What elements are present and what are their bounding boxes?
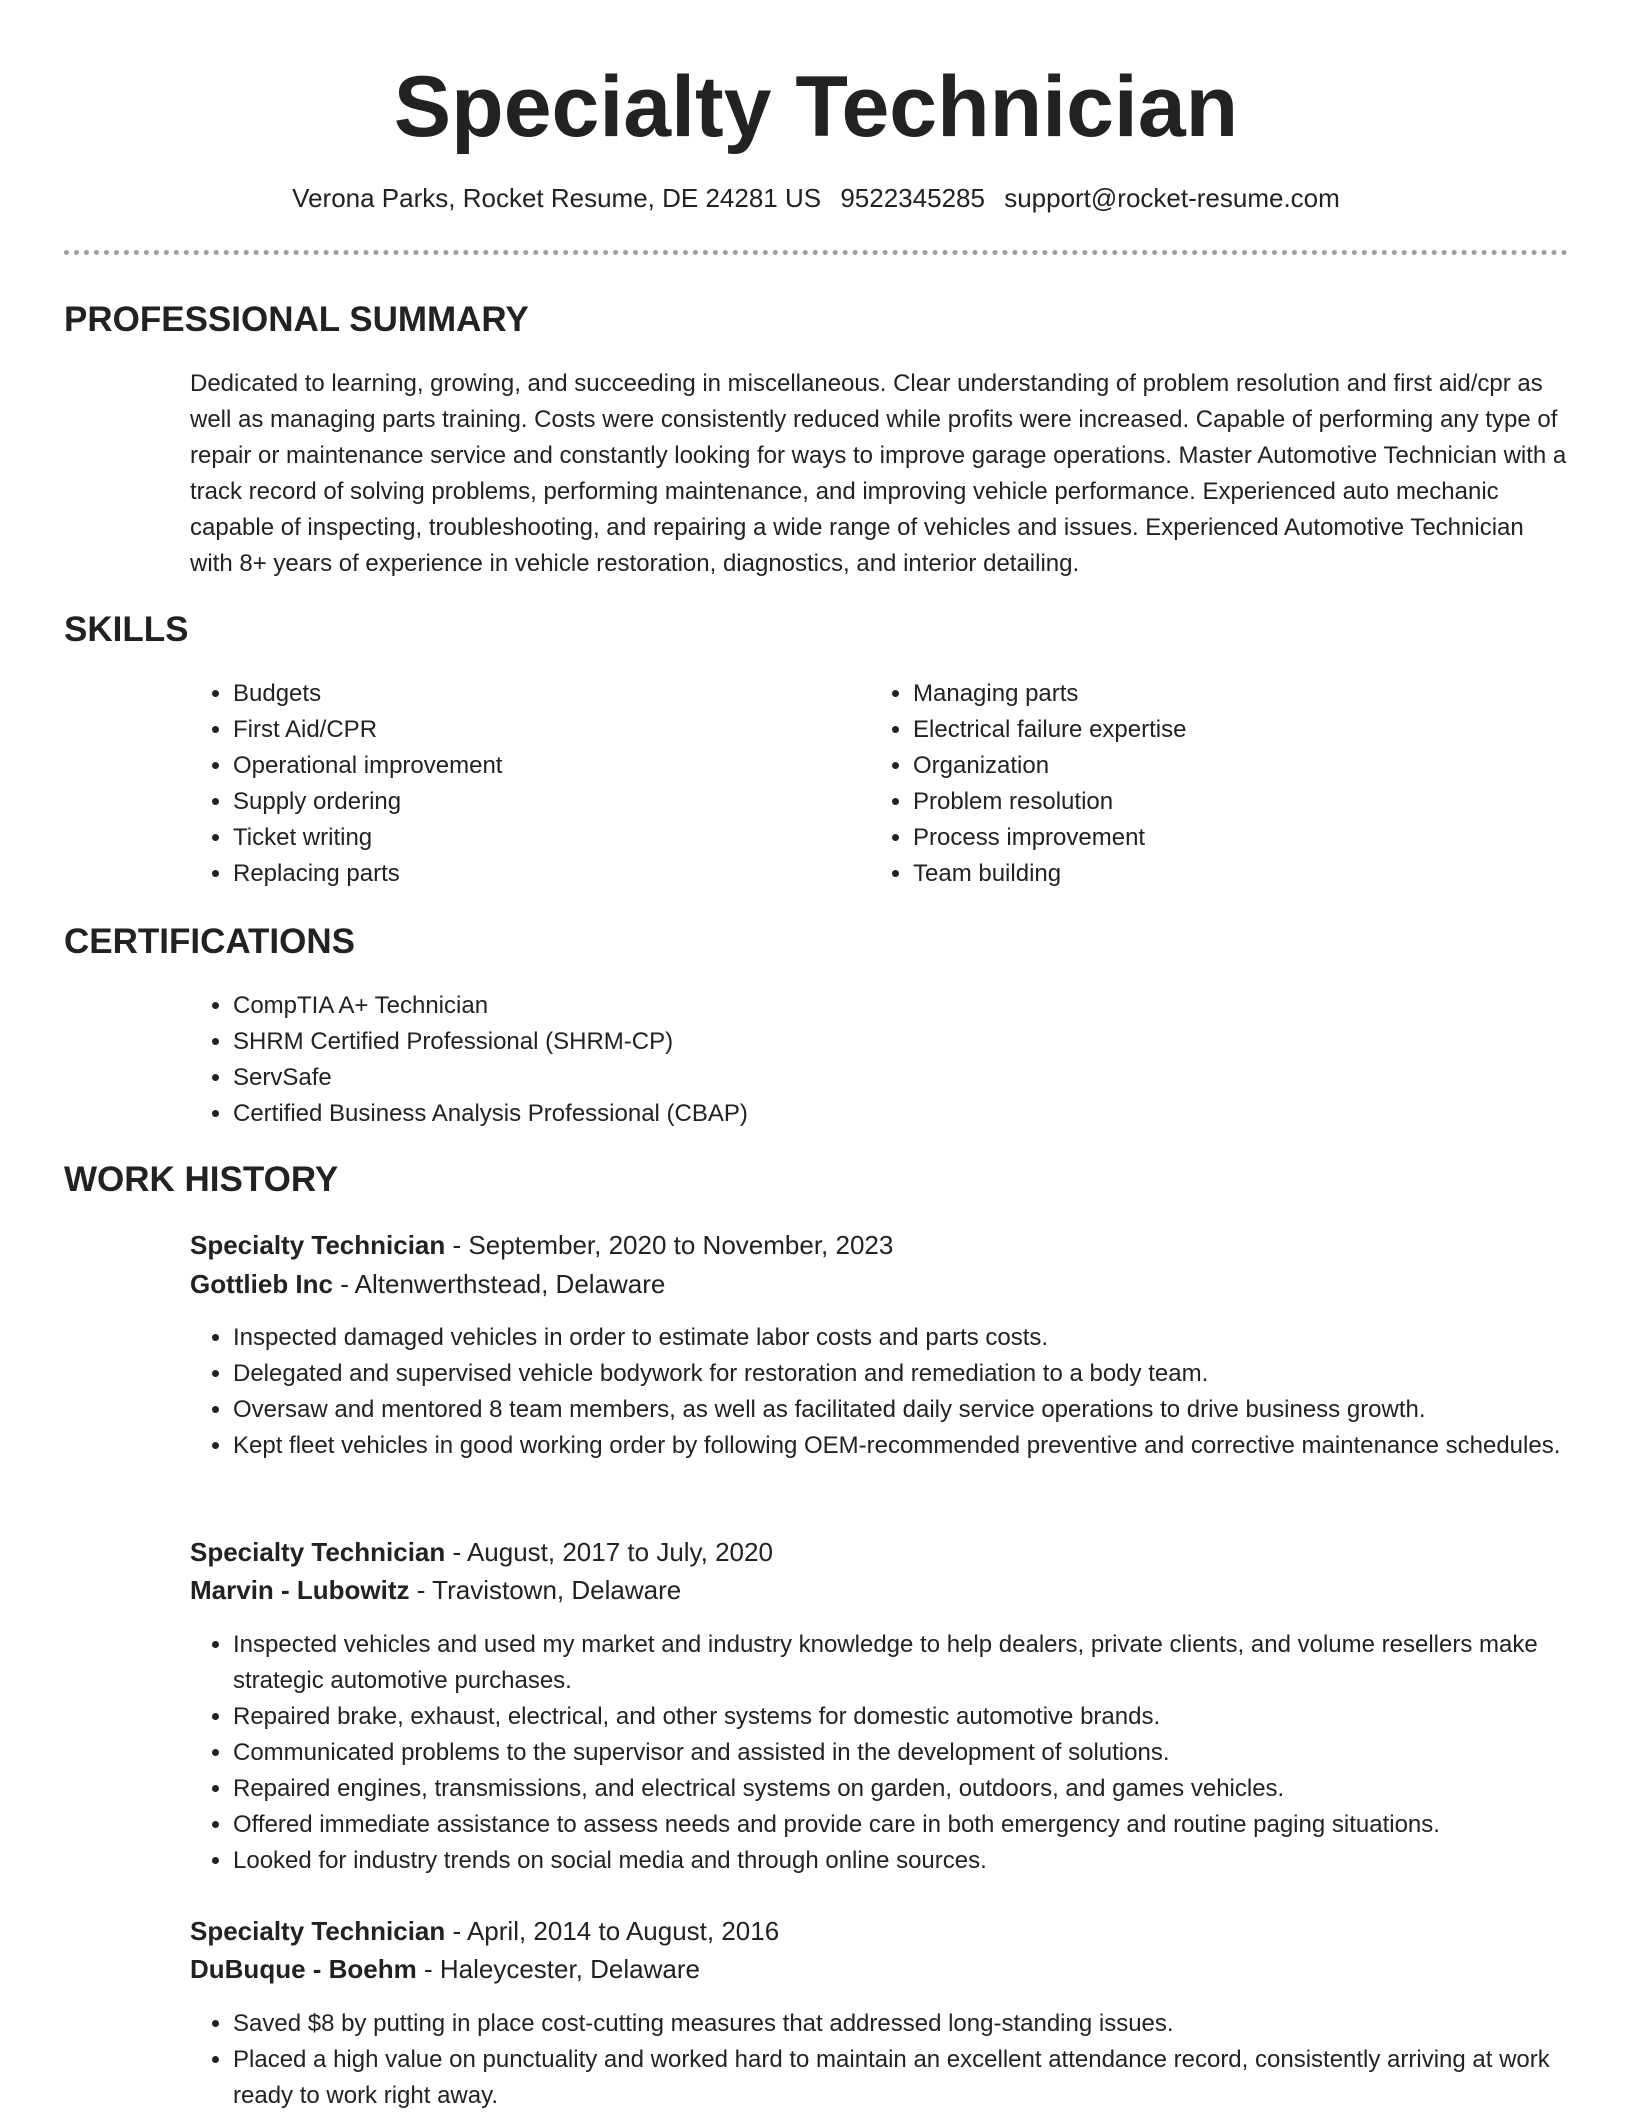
skills-list-left — [189, 676, 853, 892]
contact-email: support@rocket-resume.com — [1004, 183, 1340, 213]
contact-phone: 9522345285 — [840, 183, 985, 213]
work-history-heading: WORK HISTORY — [64, 1160, 339, 1199]
job-duty: • Offered immediate assistance to assess needs and provide care in both emergency and routine paging situations. — [233, 1807, 1593, 1843]
skills-heading: SKILLS — [64, 610, 189, 649]
job-location: - Travistown, Delaware — [409, 1575, 682, 1605]
job-duty: • Kept fleet vehicles in good working order by following OEM-recommended preventive and corrective maintenance schedules. — [233, 1428, 1593, 1464]
job-company-line — [190, 1265, 1570, 1303]
job-title-line — [190, 1912, 1570, 1950]
skill-item: • Organization — [913, 748, 1573, 784]
job-duty: • Saved $8 by putting in place cost-cutting measures that addressed long-standing issues. — [233, 2006, 1593, 2042]
job-dates: - April, 2014 to August, 2016 — [445, 1916, 780, 1946]
job-duty: • Repaired engines, transmissions, and electrical systems on garden, outdoors, and games vehicles. — [233, 1771, 1593, 1807]
skill-item: • Process improvement — [913, 820, 1573, 856]
contact-address: Verona Parks, Rocket Resume, DE 24281 US — [292, 183, 822, 213]
job-company-line — [190, 1950, 1570, 1988]
job-duties-list — [189, 2006, 1593, 2114]
skill-item: • Operational improvement — [233, 748, 853, 784]
job-role: Specialty Technician — [190, 1230, 446, 1260]
job-duty: • Inspected vehicles and used my market and industry knowledge to help dealers, private clients, and volume resellers make strategic automotive purchases. — [233, 1627, 1593, 1699]
job-duty: • Placed a high value on punctuality and worked hard to maintain an excellent attendance record, consistently arriving at work ready to work right away. — [233, 2042, 1593, 2114]
skill-item: • Electrical failure expertise — [913, 712, 1573, 748]
job-dates: - August, 2017 to July, 2020 — [445, 1537, 773, 1567]
certifications-list — [189, 988, 1533, 1132]
certification-item: • SHRM Certified Professional (SHRM-CP) — [233, 1024, 1533, 1060]
certification-item: • ServSafe — [233, 1060, 1533, 1096]
contact-line — [0, 180, 1632, 216]
job-title-line — [190, 1533, 1570, 1571]
job-duty: • Communicated problems to the supervisor and assisted in the development of solutions. — [233, 1735, 1593, 1771]
summary-text: Dedicated to learning, growing, and succeeding in miscellaneous. Clear understanding of problem resolution and first aid/cpr as well as managing parts training. Costs were consistently reduced while profits were increased. Capable of performing any type of repair or maintenance service and constantly looking for ways to improve garage operations. Master Automotive Technician with a track record of solving problems, performing maintenance, and improving vehicle performance. Experienced auto mechanic capable of inspecting, troubleshooting, and repairing a wide range of vehicles and issues. Experienced Automotive Technician with 8+ years of experience in vehicle restoration, diagnostics, and interior detailing. — [190, 370, 1567, 577]
job-role: Specialty Technician — [190, 1916, 446, 1946]
job-dates: - September, 2020 to November, 2023 — [445, 1230, 894, 1260]
job-duty: • Looked for industry trends on social media and through online sources. — [233, 1843, 1593, 1879]
job-role: Specialty Technician — [190, 1537, 446, 1567]
skill-item: • Replacing parts — [233, 856, 853, 892]
job-duty: • Delegated and supervised vehicle bodywork for restoration and remediation to a body team. — [233, 1356, 1593, 1392]
skill-item: • Team building — [913, 856, 1573, 892]
certifications-heading: CERTIFICATIONS — [64, 922, 356, 961]
job-company: Marvin - Lubowitz — [190, 1575, 410, 1605]
skill-item: • Problem resolution — [913, 784, 1573, 820]
skills-list-right — [869, 676, 1573, 892]
summary-heading: PROFESSIONAL SUMMARY — [64, 300, 529, 339]
header-divider — [64, 250, 1568, 255]
job-duties-list — [189, 1320, 1593, 1464]
resume-name: Specialty Technician — [393, 59, 1239, 155]
job-duty: • Oversaw and mentored 8 team members, as well as facilitated daily service operations to drive business growth. — [233, 1392, 1593, 1428]
certification-item: • CompTIA A+ Technician — [233, 988, 1533, 1024]
skill-item: • Managing parts — [913, 676, 1573, 712]
skill-item: • Ticket writing — [233, 820, 853, 856]
job-company: Gottlieb Inc — [190, 1269, 333, 1299]
skill-item: • First Aid/CPR — [233, 712, 853, 748]
job-duty: • Inspected damaged vehicles in order to estimate labor costs and parts costs. — [233, 1320, 1593, 1356]
certification-item: • Certified Business Analysis Professional (CBAP) — [233, 1096, 1533, 1132]
job-duties-list — [189, 1627, 1593, 1879]
job-company: DuBuque - Boehm — [190, 1954, 417, 1984]
skill-item: • Supply ordering — [233, 784, 853, 820]
job-duty: • Repaired brake, exhaust, electrical, and other systems for domestic automotive brands. — [233, 1699, 1593, 1735]
job-title-line — [190, 1226, 1570, 1264]
job-company-line — [190, 1571, 1570, 1609]
skill-item: • Budgets — [233, 676, 853, 712]
job-location: - Haleycester, Delaware — [416, 1954, 700, 1984]
job-location: - Altenwerthstead, Delaware — [333, 1269, 666, 1299]
